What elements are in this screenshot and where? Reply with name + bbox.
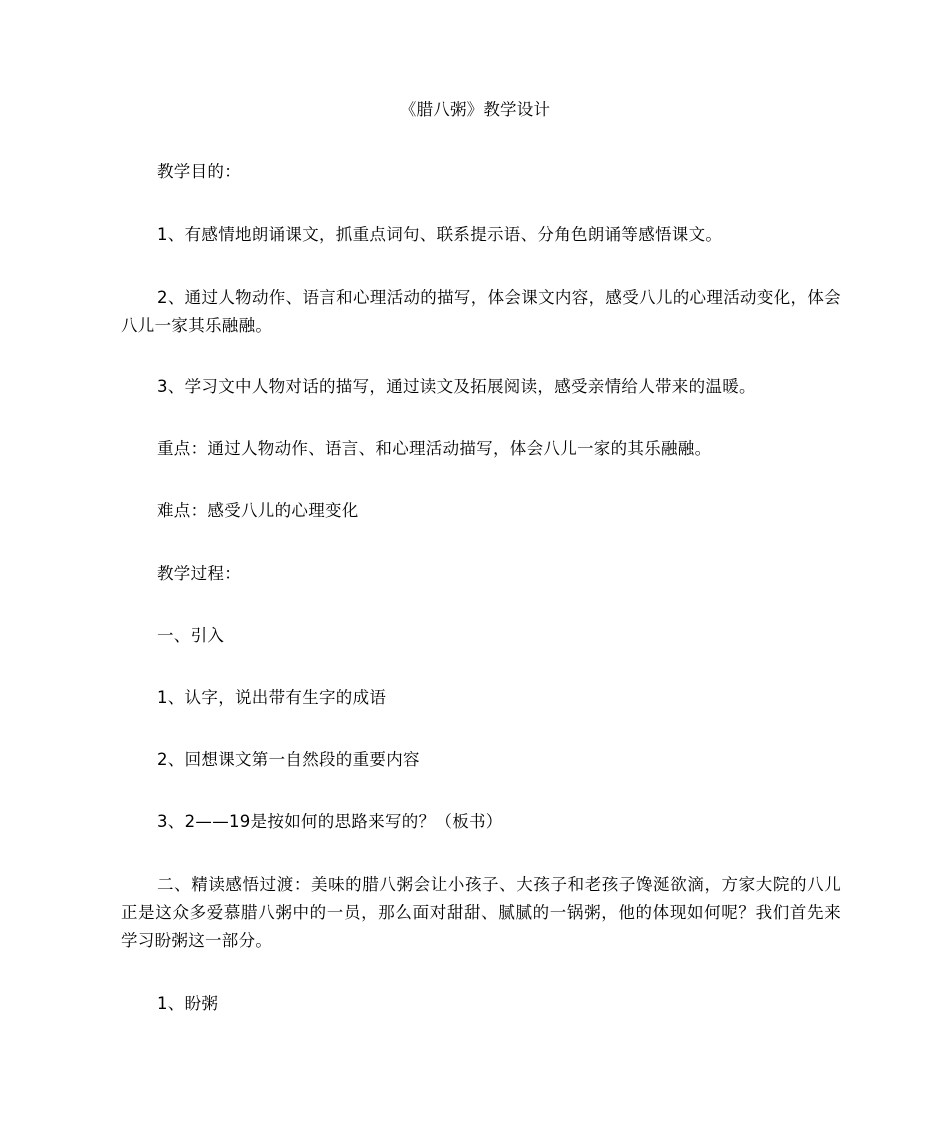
paragraph-difficulty: 难点：感受八儿的心理变化 [157, 501, 359, 520]
paragraph-teaching-goals-heading: 教学目的： [157, 162, 241, 181]
paragraph-section-intro: 一、引入 [157, 626, 225, 645]
paragraph-section-reading: 二、精读感悟过渡：美味的腊八粥会让小孩子、大孩子和老孩子馋涎欲滴，方家大院的八儿正是这众多爱慕腊八粥中的一员，那么面对甜甜、腻腻的一锅粥，他的体现如何呢？我们首先来学习盼粥这一部分。 [121, 875, 841, 950]
paragraph-intro-step-2: 2、回想课文第一自然段的重要内容 [157, 750, 420, 769]
paragraph-intro-step-1: 1、认字，说出带有生字的成语 [157, 688, 387, 707]
paragraph-goal-1: 1、有感情地朗诵课文，抓重点词句、联系提示语、分角色朗诵等感悟课文。 [157, 225, 723, 244]
paragraph-intro-step-3: 3、2——19是按如何的思路来写的？（板书） [157, 812, 503, 831]
paragraph-reading-step-1: 1、盼粥 [157, 994, 219, 1013]
document-title: 《腊八粥》教学设计 [399, 100, 551, 119]
paragraph-goal-2: 2、通过人物动作、语言和心理活动的描写，体会课文内容，感受八儿的心理活动变化，体会八儿一家其乐融融。 [121, 288, 841, 335]
paragraph-goal-3: 3、学习文中人物对话的描写，通过读文及拓展阅读，感受亲情给人带来的温暖。 [157, 377, 756, 396]
paragraph-process-heading: 教学过程： [157, 564, 241, 583]
paragraph-key-point: 重点：通过人物动作、语言、和心理活动描写，体会八儿一家的其乐融融。 [157, 439, 712, 458]
